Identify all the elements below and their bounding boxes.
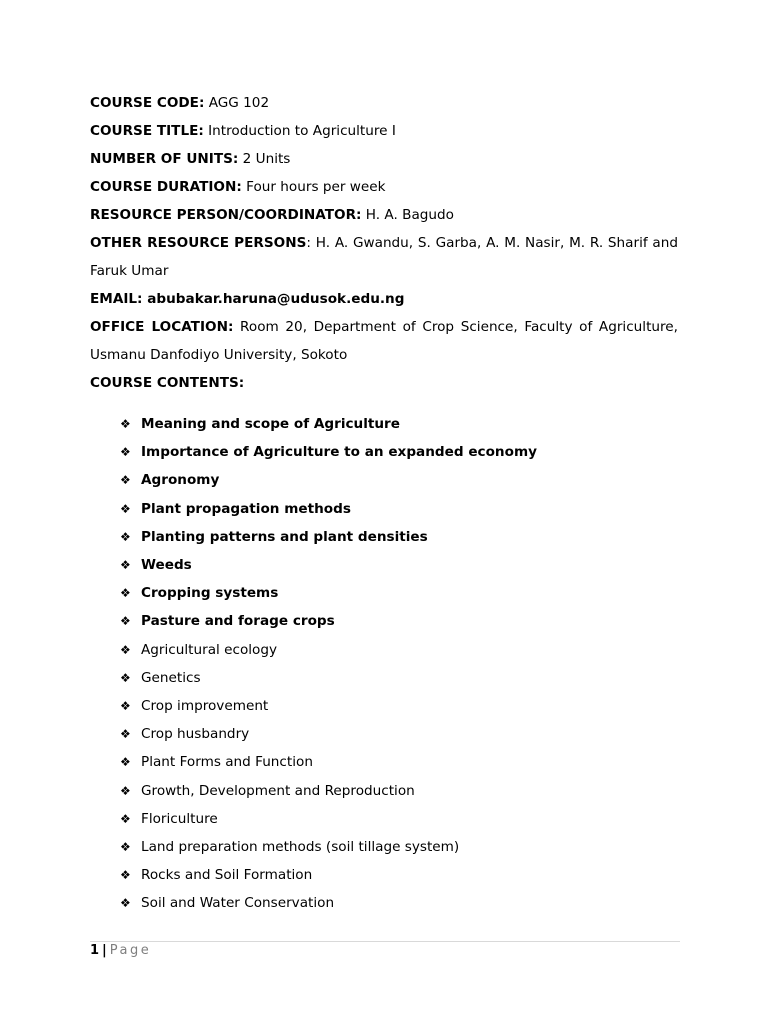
list-item-text: Plant propagation methods [141,500,351,517]
duration-value: Four hours per week [241,179,386,195]
duration-line [90,173,678,201]
diamond-bullet-icon: ❖ [120,501,131,516]
diamond-bullet-icon: ❖ [120,783,131,798]
units-value: 2 Units [238,151,291,167]
diamond-bullet-icon: ❖ [120,839,131,854]
list-item-text: Planting patterns and plant densities [141,528,428,545]
list-item-text: Floriculture [141,810,218,827]
list-item-text: Rocks and Soil Formation [141,867,313,884]
course-title-value: Introduction to Agriculture I [203,123,396,139]
list-item-text: Genetics [141,669,201,686]
list-item-text: Cropping systems [141,585,279,602]
units-line [90,145,678,173]
coordinator-value: H. A. Bagudo [361,207,454,223]
list-item-text: Growth, Development and Reproduction [141,782,415,799]
list-item [120,466,678,494]
office-location-label: OFFICE LOCATION: [90,319,234,335]
page-label: Page [109,943,152,958]
other-persons-label: OTHER RESOURCE PERSONS [90,235,307,251]
list-item-text: Importance of Agriculture to an expanded economy [141,444,537,461]
course-info [90,89,678,917]
diamond-bullet-icon: ❖ [120,417,131,432]
diamond-bullet-icon: ❖ [120,586,131,601]
diamond-bullet-icon: ❖ [120,558,131,573]
course-title-line [90,117,678,145]
list-item [120,579,678,607]
other-persons-line [90,229,678,257]
other-persons-value: : H. A. Gwandu, S. Garba, A. M. Nasir, M. R. Sharif and [306,235,678,251]
list-item [120,607,678,635]
diamond-bullet-icon: ❖ [120,473,131,488]
coordinator-line [90,201,678,229]
office-location-continuation: Usmanu Danfodiyo University, Sokoto [90,347,348,363]
course-title-label: COURSE TITLE: [90,123,204,139]
course-code-label: COURSE CODE: [90,95,205,111]
diamond-bullet-icon: ❖ [120,529,131,544]
list-item [120,720,678,748]
diamond-bullet-icon: ❖ [120,670,131,685]
list-item [120,833,678,861]
other-persons-continuation: Faruk Umar [90,263,169,279]
page-separator: | [102,943,107,958]
list-item [120,636,678,664]
course-contents-list [90,410,678,917]
list-item [120,889,678,917]
course-code-value: AGG 102 [204,95,270,111]
list-item [120,551,678,579]
list-item-text: Agricultural ecology [141,641,278,658]
course-contents-heading: COURSE CONTENTS: [90,375,245,391]
page-footer [90,942,151,960]
list-item [120,410,678,438]
list-item-text: Crop improvement [141,697,269,714]
list-item-text: Meaning and scope of Agriculture [141,416,400,433]
list-item-text: Weeds [141,557,192,574]
list-item [120,523,678,551]
list-item [120,495,678,523]
email-line[interactable]: EMAIL: abubakar.haruna@udusok.edu.ng [90,291,405,307]
diamond-bullet-icon: ❖ [120,896,131,911]
diamond-bullet-icon: ❖ [120,811,131,826]
list-item-text: Plant Forms and Function [141,754,313,771]
list-item [120,692,678,720]
office-location-value: Room 20, Department of Crop Science, Faculty of Agriculture, [233,319,678,335]
list-item [120,438,678,466]
list-item-text: Pasture and forage crops [141,613,335,630]
units-label: NUMBER OF UNITS: [90,151,239,167]
diamond-bullet-icon: ❖ [120,868,131,883]
diamond-bullet-icon: ❖ [120,698,131,713]
list-item-text: Land preparation methods (soil tillage system) [141,838,460,855]
list-item [120,748,678,776]
list-item-text: Agronomy [141,472,220,489]
list-item-text: Soil and Water Conservation [141,895,335,912]
diamond-bullet-icon: ❖ [120,614,131,629]
list-item-text: Crop husbandry [141,726,250,743]
page-number: 1 [90,943,100,958]
list-item [120,664,678,692]
office-location-line [90,313,678,341]
diamond-bullet-icon: ❖ [120,755,131,770]
list-item [120,805,678,833]
diamond-bullet-icon: ❖ [120,727,131,742]
course-code-line [90,89,678,117]
list-item [120,861,678,889]
coordinator-label: RESOURCE PERSON/COORDINATOR: [90,207,362,223]
diamond-bullet-icon: ❖ [120,445,131,460]
diamond-bullet-icon: ❖ [120,642,131,657]
footer-divider [90,941,680,942]
list-item [120,776,678,804]
duration-label: COURSE DURATION: [90,179,242,195]
